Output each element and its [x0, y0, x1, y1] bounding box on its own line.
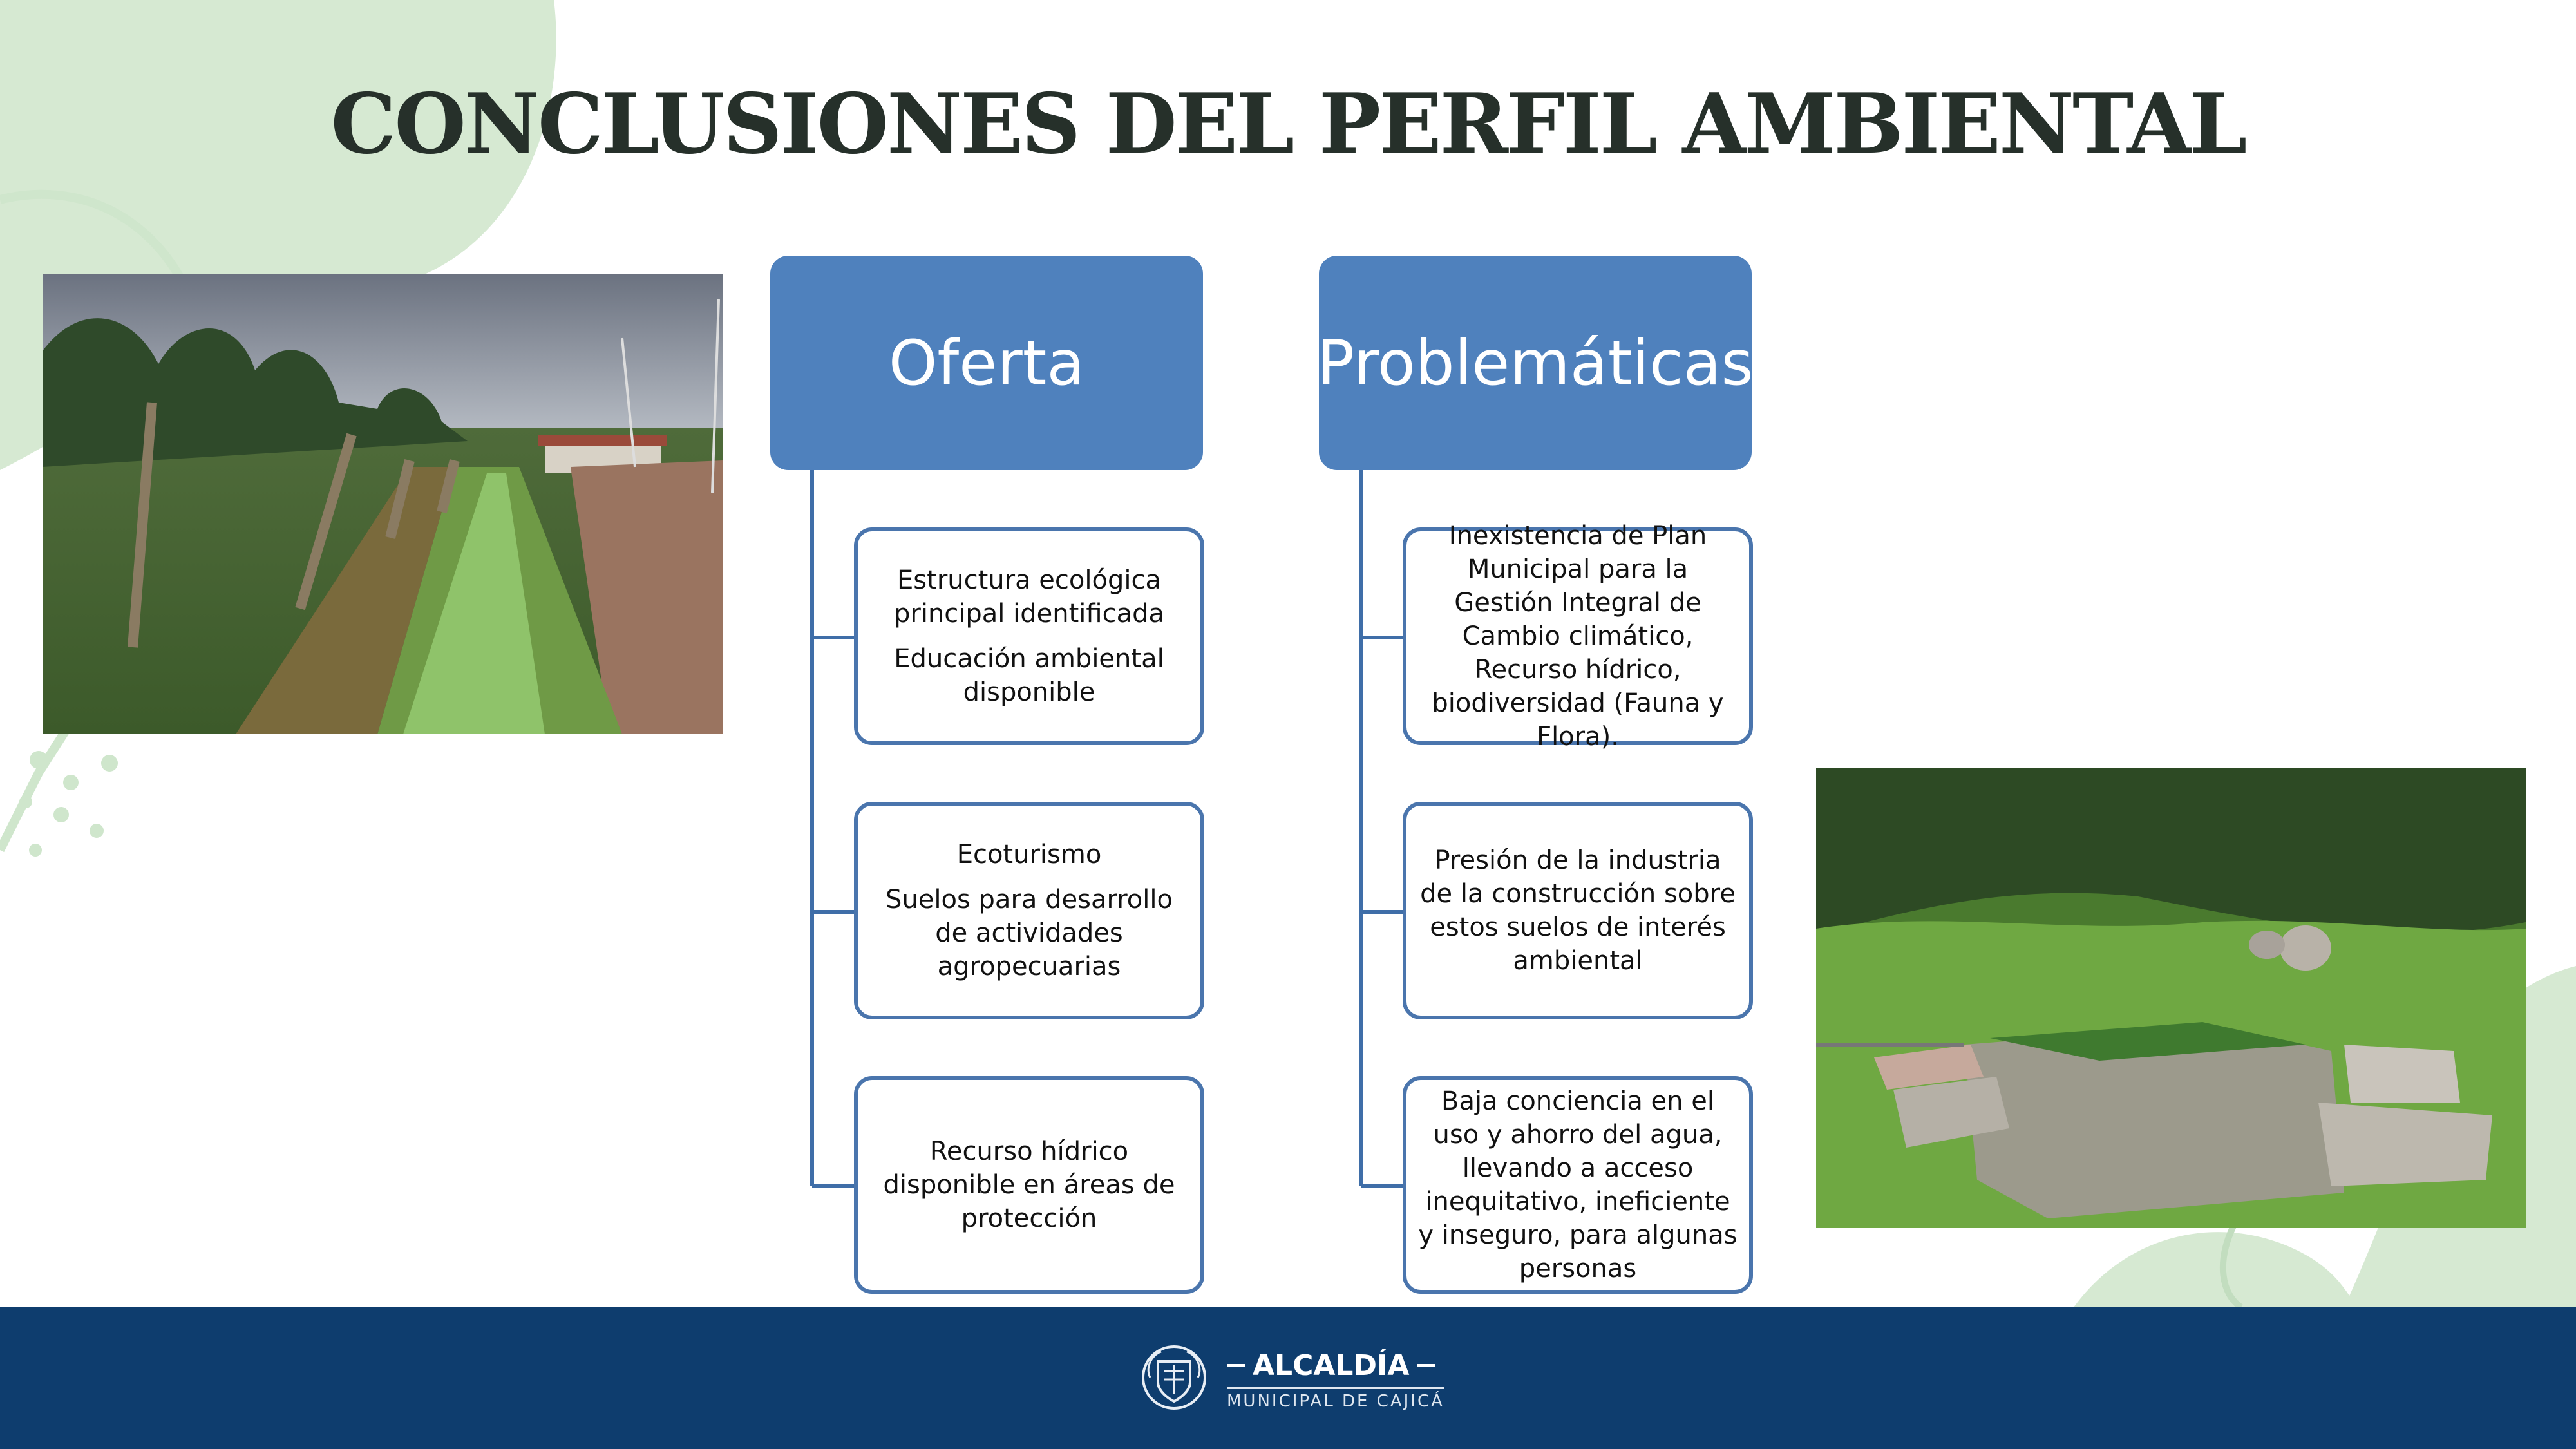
footer-brand [1227, 1346, 1435, 1385]
slide-title: CONCLUSIONES DEL PERFIL AMBIENTAL [330, 76, 2246, 173]
oferta-card-3-line1: Recurso hídrico disponible en áreas de protección [883, 1137, 1175, 1233]
coat-of-arms-icon [1139, 1342, 1209, 1413]
oferta-card-1 [854, 527, 1204, 745]
problematicas-card-3 [1403, 1076, 1753, 1294]
problematicas-card-2-text: Presión de la industria de la construcción sobre estos suelos de interés ambiental [1420, 846, 1736, 976]
footer-subtitle: MUNICIPAL DE CAJICÁ [1227, 1387, 1444, 1411]
oferta-header [770, 256, 1203, 470]
oferta-card-1-line2: Educación ambiental disponible [894, 644, 1164, 707]
footer-bar [0, 1307, 2576, 1449]
oferta-header-label: Oferta [888, 327, 1085, 399]
oferta-card-1-line1: Estructura ecológica principal identificada [894, 565, 1164, 629]
oferta-card-2 [854, 802, 1204, 1019]
problematicas-card-1-text: Inexistencia de Plan Municipal para la Gestión Integral de Cambio climático, Recurso hídrico, biodiversidad (Fauna y Flora). [1432, 521, 1724, 752]
problematicas-header [1319, 256, 1752, 470]
oferta-card-3 [854, 1076, 1204, 1294]
footer-brand-text: ALCALDÍA [1253, 1349, 1410, 1382]
problematicas-header-label: Problemáticas [1317, 327, 1754, 399]
problematicas-card-1 [1403, 521, 1753, 752]
problematicas-card-2 [1403, 802, 1753, 1019]
oferta-card-2-line1: Ecoturismo [956, 840, 1102, 869]
problematicas-card-3-text: Baja conciencia en el uso y ahorro del agua, llevando a acceso inequitativo, ineficiente y inseguro, para algunas personas [1418, 1086, 1738, 1283]
oferta-card-2-line2: Suelos para desarrollo de actividades agropecuarias [886, 885, 1173, 981]
